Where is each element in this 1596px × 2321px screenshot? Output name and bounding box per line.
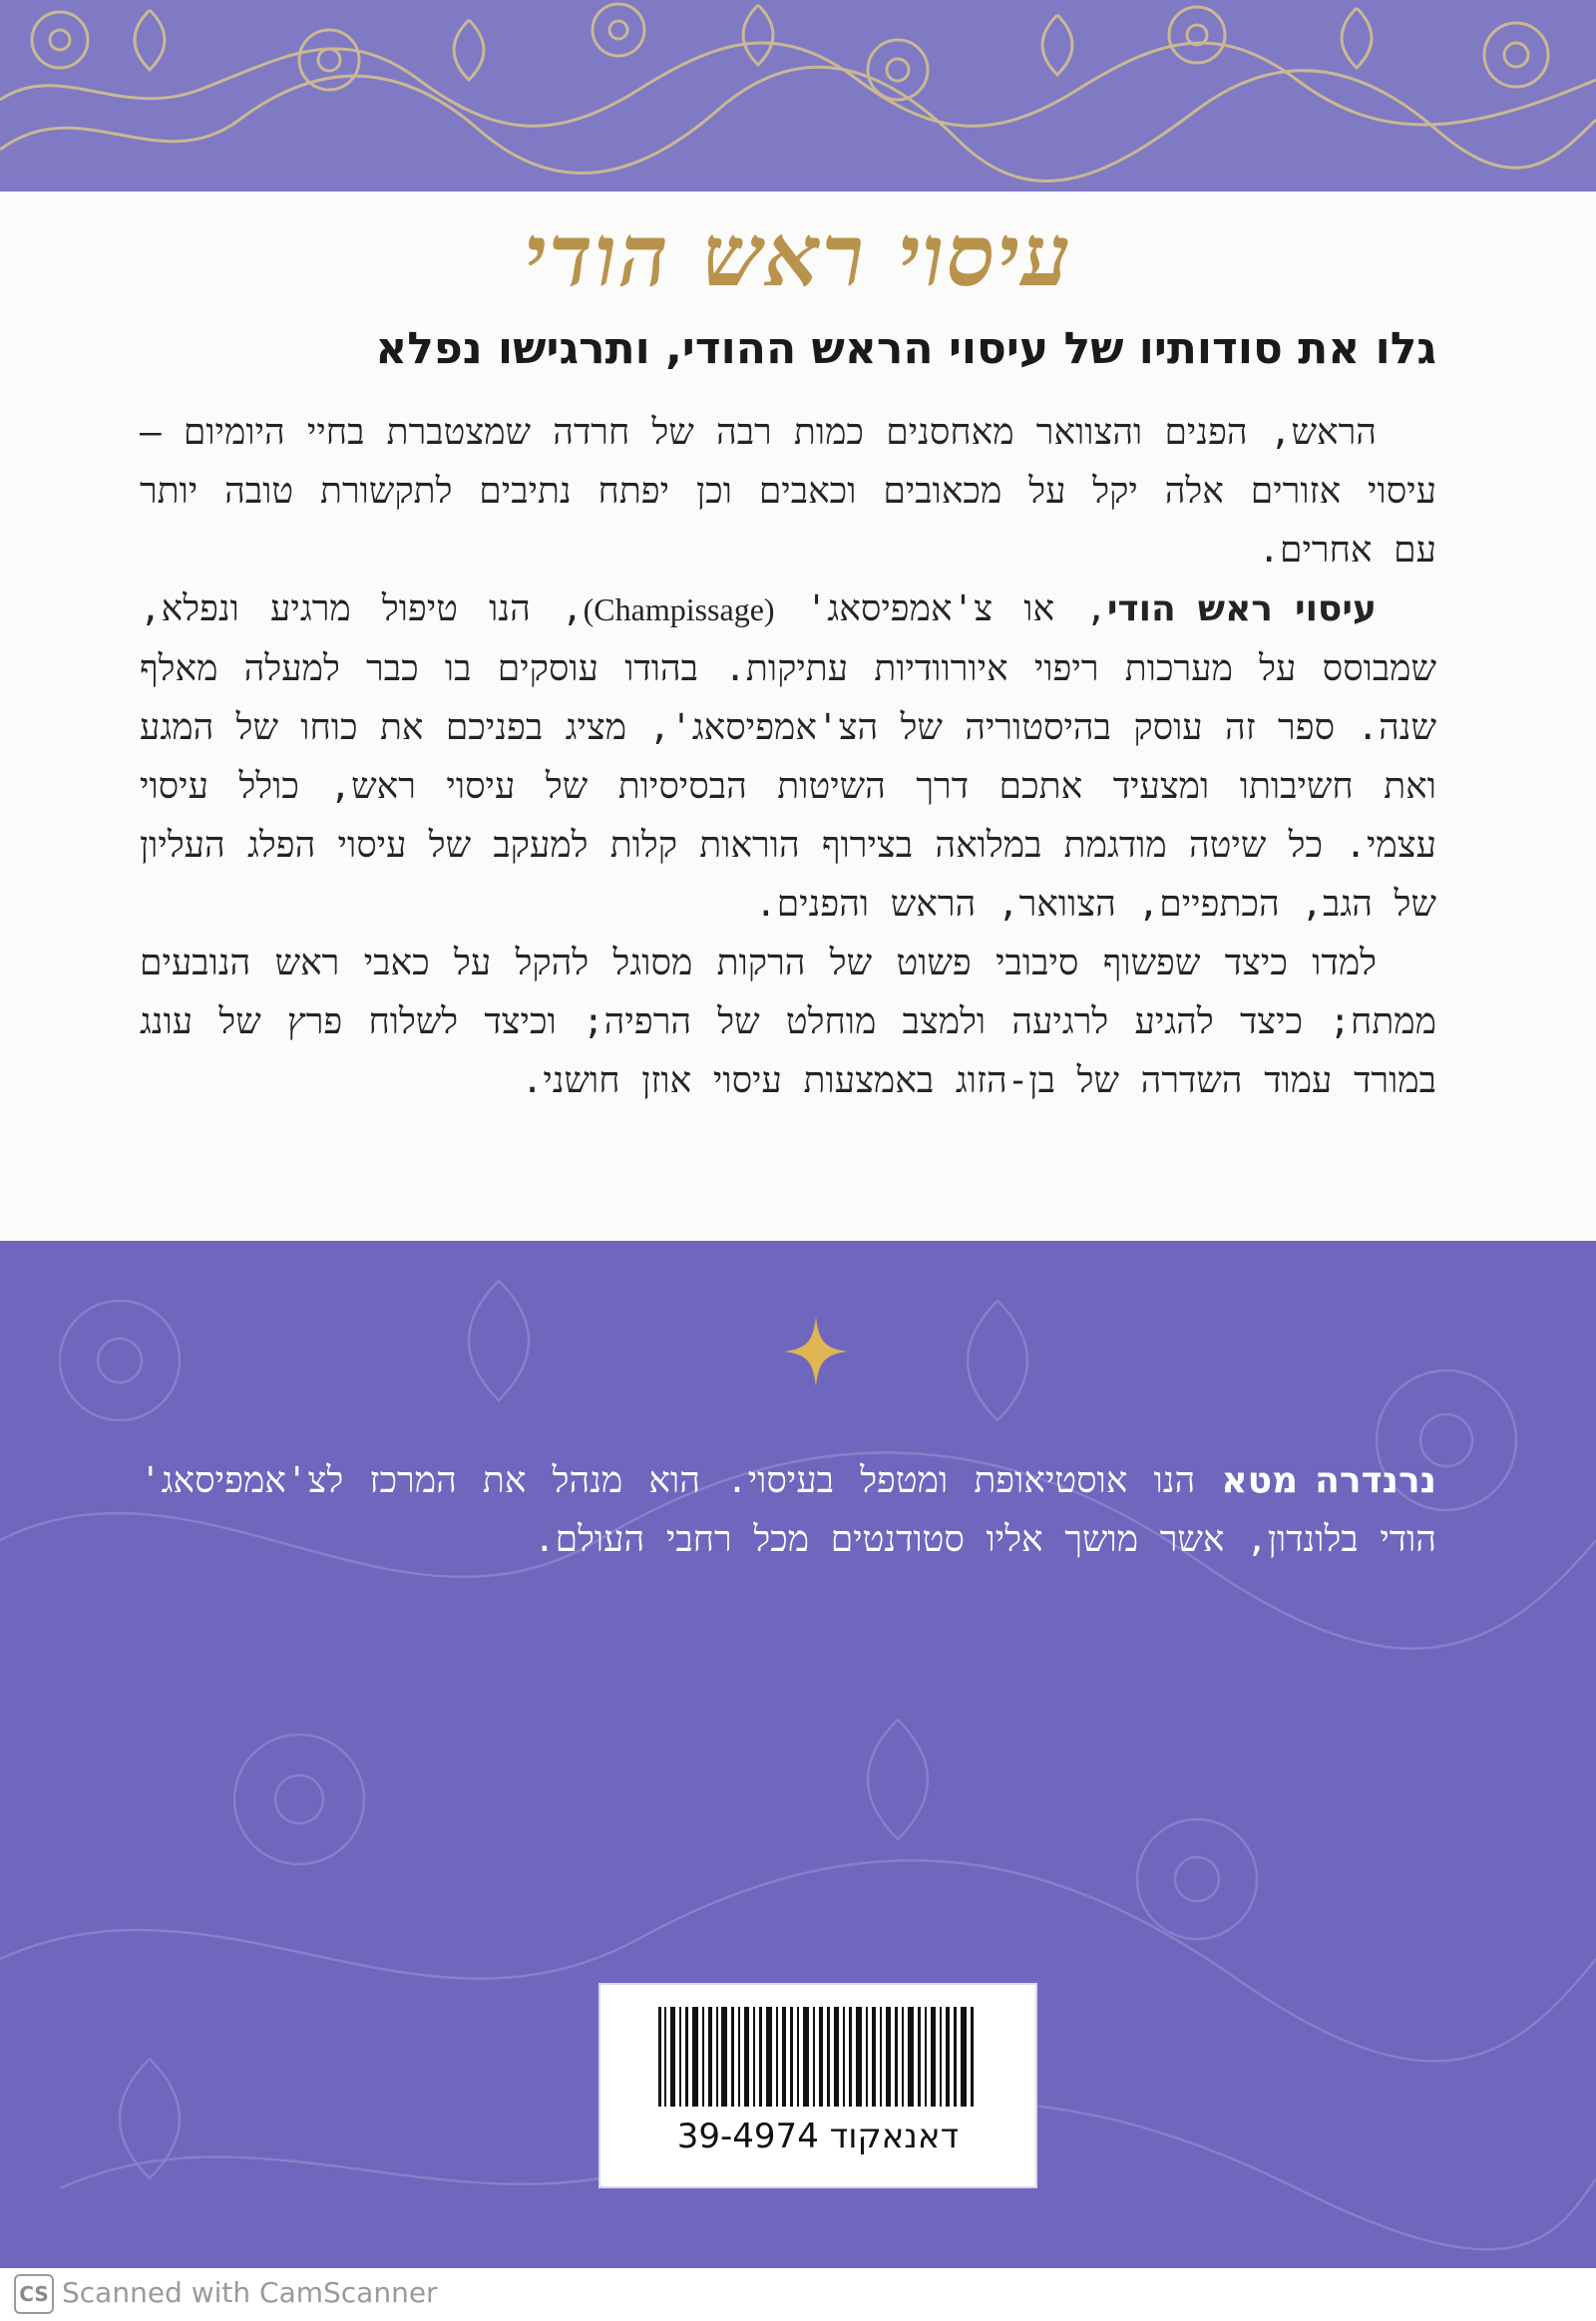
author-bio — [140, 1451, 1436, 1569]
paragraph-1: הראש, הפנים והצוואר מאחסנים כמות רבה של חרדה שמצטברת בחיי היומיום – עיסוי אזורים אלה יקל על מכאובים וכאבים וכן יפתח נתיבים לתקשורת טובה יותר עם אחרים. — [140, 412, 1436, 571]
scanner-watermark: Scanned with CamScanner — [62, 2276, 438, 2309]
barcode-icon — [658, 2007, 978, 2107]
description-text — [140, 403, 1436, 1110]
book-title: עיסוי ראש הודי — [524, 205, 1072, 306]
top-decorative-band — [0, 0, 1596, 192]
paragraph-2-bold: עיסוי ראש הודי — [1106, 588, 1377, 629]
camscanner-logo-icon: CS — [14, 2274, 54, 2314]
paragraph-2-latin: (Champissage) — [583, 591, 775, 627]
barcode-box — [598, 1983, 1037, 2188]
barcode-label: דאנאקוד 39-4974 — [676, 2117, 960, 2156]
paragraph-2-mid: , או צ'אמפיסאג' — [774, 588, 1107, 629]
paragraph-2 — [140, 580, 1436, 934]
paragraph-2-rest: , הנו טיפול מרגיע ונפלא, שמבוסס על מערכות ריפוי איורוודיות עתיקות. בהודו עוסקים בו כבר למעלה מאלף שנה. ספר זה עוסק בהיסטוריה של הצ'אמפיסאג', מציג בפניכם את כוחו של המגע ואת חשיבותו ומצעיד אתכם דרך השיטות הבסיסיות של עיסוי ראש, כולל עיסוי עצמי. כל שיטה מודגמת במלואה בצירוף הוראות קלות למעקב של עיסוי הפלג העליון של הגב, הכתפיים, הצוואר, הראש והפנים. — [140, 588, 1436, 925]
author-name: נרנדרה מטא — [1221, 1460, 1436, 1501]
paragraph-3: למדו כיצד שפשוף סיבובי פשוט של הרקות מסוגל להקל על כאבי ראש הנובעים ממתח; כיצד להגיע לרגיעה ולמצב מוחלט של הרפיה; וכיצד לשלוח פרץ של עונג במורד עמוד השדרה של בן-הזוג באמצעות עיסוי אוזן חושני. — [140, 943, 1436, 1101]
four-point-star-icon — [784, 1317, 848, 1386]
floral-pattern-top — [0, 0, 1596, 192]
author-bio-text: הנו אוסטיאופת ומטפל בעיסוי. הוא מנהל את המרכז לצ'אמפיסאג' הודי בלונדון, אשר מושך אליו סטודנטים מכל רחבי העולם. — [140, 1460, 1436, 1560]
book-subtitle: גלו את סודותיו של עיסוי הראש ההודי, ותרגישו נפלא — [375, 323, 1436, 374]
